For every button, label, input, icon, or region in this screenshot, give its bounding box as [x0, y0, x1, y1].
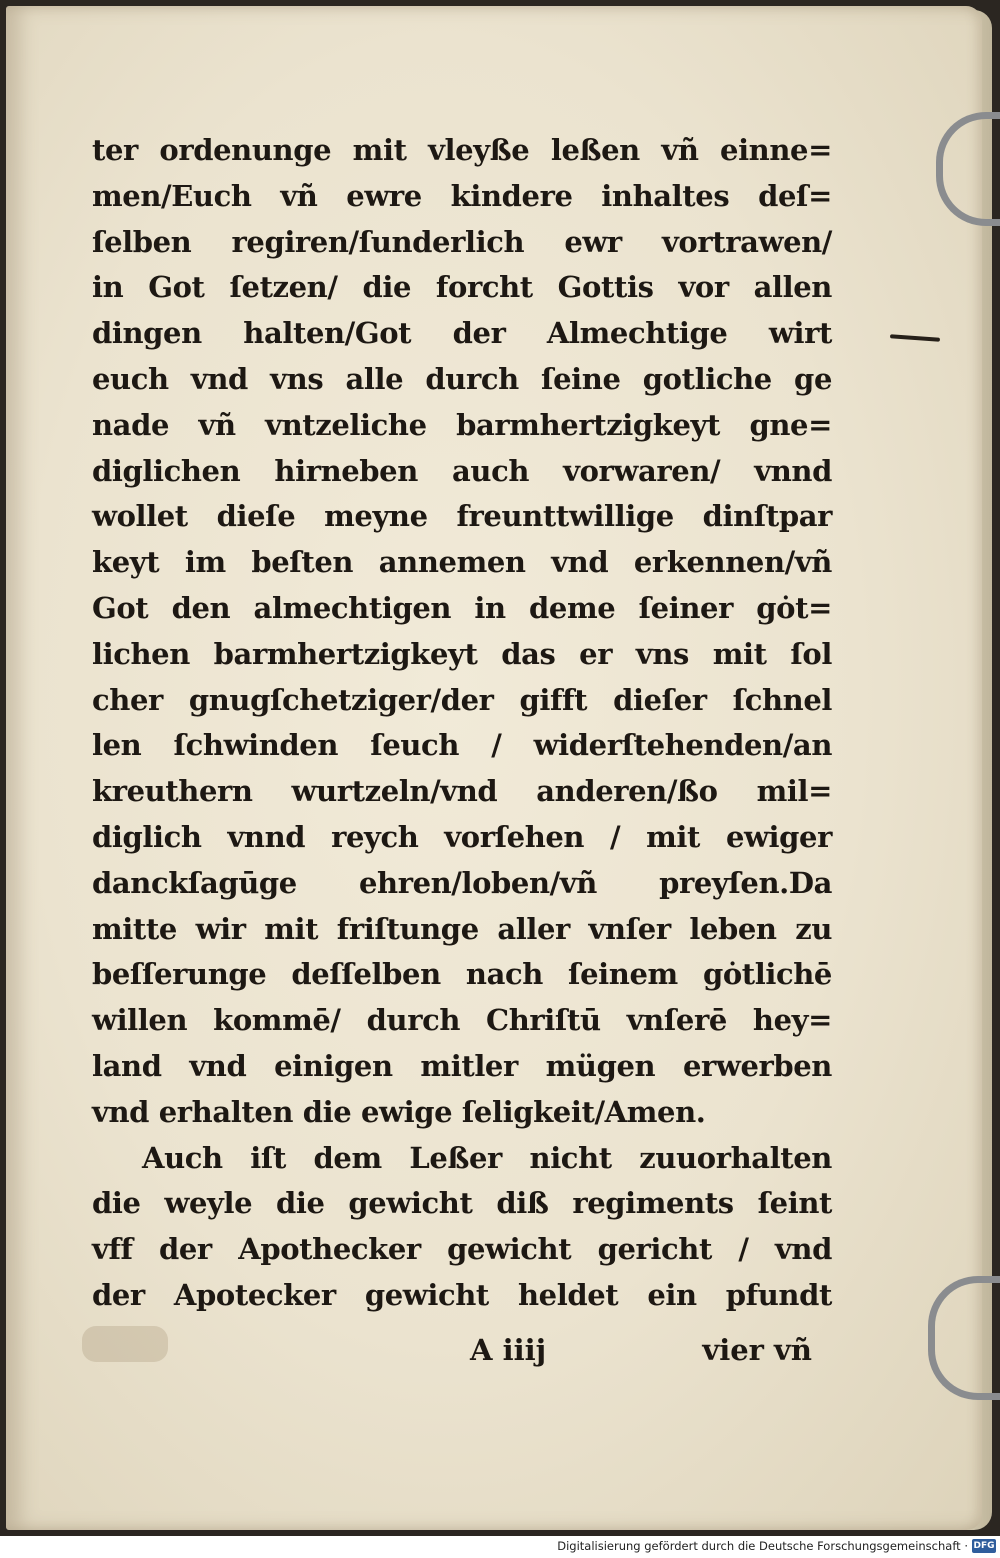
text-line: cher gnugſchetziger/der gifft dieſer ſchnel	[92, 682, 832, 717]
text-line: len ſchwinden ſeuch / widerſtehenden/an	[92, 728, 832, 763]
funding-credit: Digitalisierung gefördert durch die Deutsche Forschungsgemeinschaft ·	[557, 1539, 968, 1553]
text-line: lichen barmhertzigkeyt das er vns mit ſol	[92, 636, 832, 671]
text-line: Got den almechtigen in deme ſeiner gȯt=	[92, 590, 832, 625]
text-line: der Apotecker gewicht heldet ein pfundt	[92, 1277, 832, 1312]
text-line: nade vñ vntzeliche barmhertzigkeyt gne=	[92, 407, 832, 442]
text-line: men/Euch vñ ewre kindere inhaltes deſ=	[92, 178, 832, 213]
text-line: mitte wir mit friſtunge aller vnſer leben zu	[92, 911, 832, 946]
paragraph-start-line: Auch iſt dem Leßer nicht zuuorhalten	[142, 1140, 832, 1175]
text-line: kreuthern wurtzeln/vnd anderen/ßo mil=	[92, 774, 832, 809]
page-footer-line	[92, 1333, 812, 1377]
text-line: land vnd einigen mitler mügen erwerben	[92, 1048, 832, 1083]
text-line: danckſagūge ehren/loben/vñ preyſen.Da	[92, 865, 832, 900]
text-line: wollet dieſe meyne freunttwillige dinſtpar	[92, 499, 832, 534]
text-line: willen kommē/ durch Chriſtū vnſerē hey=	[92, 1003, 832, 1038]
body-text	[92, 128, 832, 1319]
book-clasp-bottom	[928, 1276, 1000, 1400]
attribution-bar	[0, 1536, 1000, 1558]
text-line: ſelben regiren/ſunderlich ewr vortrawen/	[92, 224, 832, 259]
text-line: diglichen hirneben auch vorwaren/ vnnd	[92, 453, 832, 488]
text-line: diglich vnnd reych vorſehen / mit ewiger	[92, 819, 832, 854]
signature-mark: A iiij	[470, 1333, 547, 1367]
text-line: keyt im beſten annemen vnd erkennen/vñ	[92, 545, 832, 580]
text-line: euch vnd vns alle durch ſeine gotliche ge	[92, 361, 832, 396]
text-line: dingen halten/Got der Almechtige wirt	[92, 316, 832, 351]
text-line: in Got ſetzen/ die forcht Gottis vor allen	[92, 270, 832, 305]
text-line: ter ordenunge mit vleyße leßen vñ einne=	[92, 133, 832, 167]
text-line: vff der Apothecker gewicht gericht / vnd	[92, 1232, 832, 1267]
text-line: vnd erhalten die ewige ſeligkeit/Amen.	[92, 1094, 706, 1129]
catchword: vier vñ	[702, 1333, 812, 1367]
text-line: die weyle die gewicht diß regiments ſeint	[92, 1186, 832, 1221]
dfg-logo-icon: DFG	[973, 1541, 995, 1551]
text-line: beſſerunge deſſelben nach ſeinem gȯtlichē	[92, 957, 832, 992]
